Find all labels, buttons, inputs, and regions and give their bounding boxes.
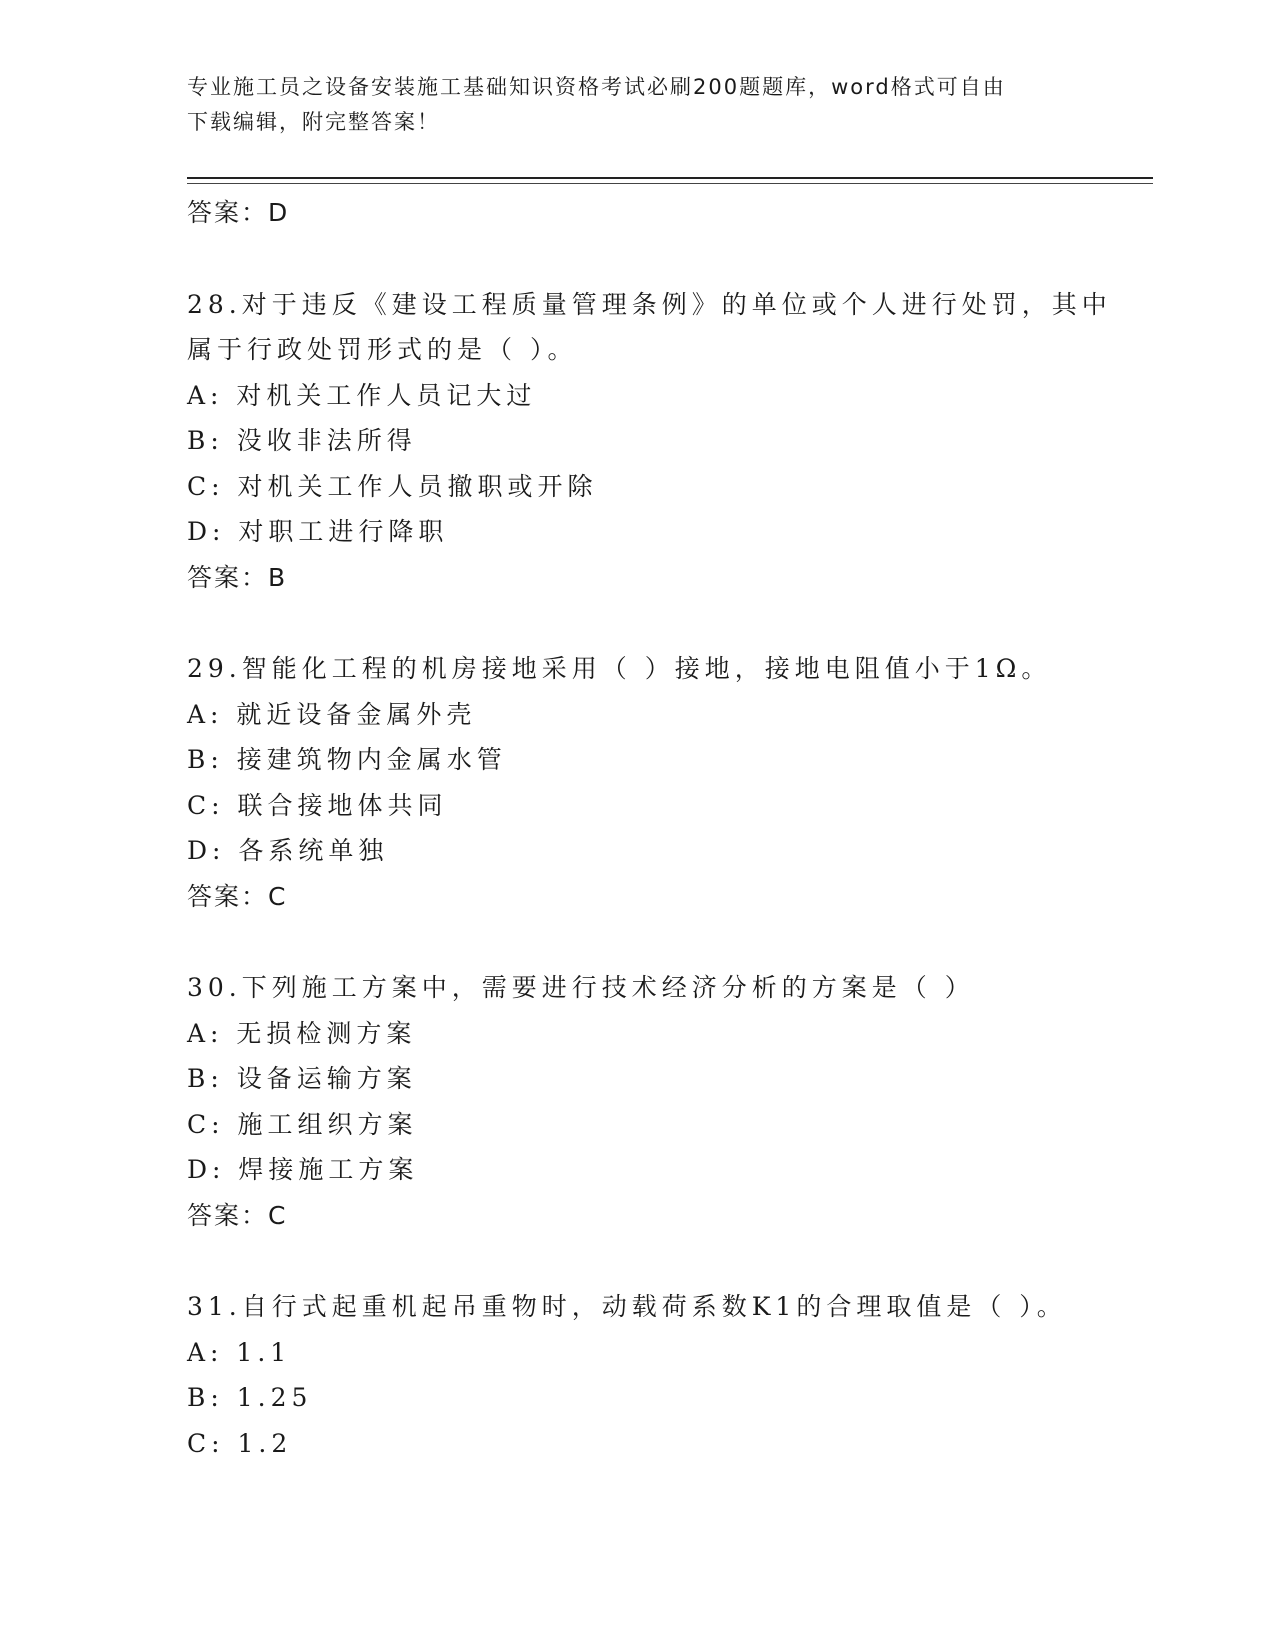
question-30: [187, 965, 1127, 1238]
option-b: B: 1.25: [187, 1383, 313, 1412]
document-header: [187, 70, 1087, 140]
header-line-1: 专业施工员之设备安装施工基础知识资格考试必刷200题题库，word格式可自由: [187, 75, 1006, 99]
answer: 答案：B: [187, 562, 288, 592]
previous-answer: 答案：D: [187, 198, 290, 227]
document-body: [187, 190, 1127, 1466]
option-a: A: 无损检测方案: [187, 1018, 417, 1048]
question-stem: 30.下列施工方案中，需要进行技术经济分析的方案是（ ）: [187, 973, 975, 1002]
option-c: C: 对机关工作人员撤职或开除: [187, 471, 598, 501]
option-a: A: 对机关工作人员记大过: [187, 380, 537, 410]
option-c: C: 1.2: [187, 1428, 293, 1458]
answer: 答案：C: [187, 1200, 288, 1230]
option-b: B: 没收非法所得: [187, 426, 417, 455]
option-c: C: 施工组织方案: [187, 1109, 418, 1139]
answer: 答案：C: [187, 881, 288, 911]
option-d: D: 对职工进行降职: [187, 517, 449, 546]
question-stem: 31.自行式起重机起吊重物时，动载荷系数K1的合理取值是（ ）。: [187, 1292, 1067, 1321]
question-28: [187, 282, 1127, 601]
question-29: [187, 646, 1127, 919]
option-c: C: 联合接地体共同: [187, 790, 448, 820]
question-31: [187, 1284, 1127, 1466]
question-stem: 29.智能化工程的机房接地采用（ ）接地，接地电阻值小于1Ω。: [187, 654, 1052, 683]
question-stem: 28.对于违反《建设工程质量管理条例》的单位或个人进行处罚，其中: [187, 289, 1112, 319]
header-rule-thick: [187, 177, 1153, 179]
option-b: B: 设备运输方案: [187, 1064, 417, 1093]
option-d: D: 焊接施工方案: [187, 1155, 419, 1184]
option-b: B: 接建筑物内金属水管: [187, 745, 507, 774]
header-rule-thin: [187, 183, 1153, 184]
option-a: A: 就近设备金属外壳: [187, 699, 477, 729]
option-a: A: 1.1: [187, 1337, 292, 1367]
header-line-2: 下载编辑，附完整答案！: [187, 110, 440, 134]
option-d: D: 各系统单独: [187, 836, 389, 865]
question-stem: 属于行政处罚形式的是（ ）。: [187, 335, 578, 364]
